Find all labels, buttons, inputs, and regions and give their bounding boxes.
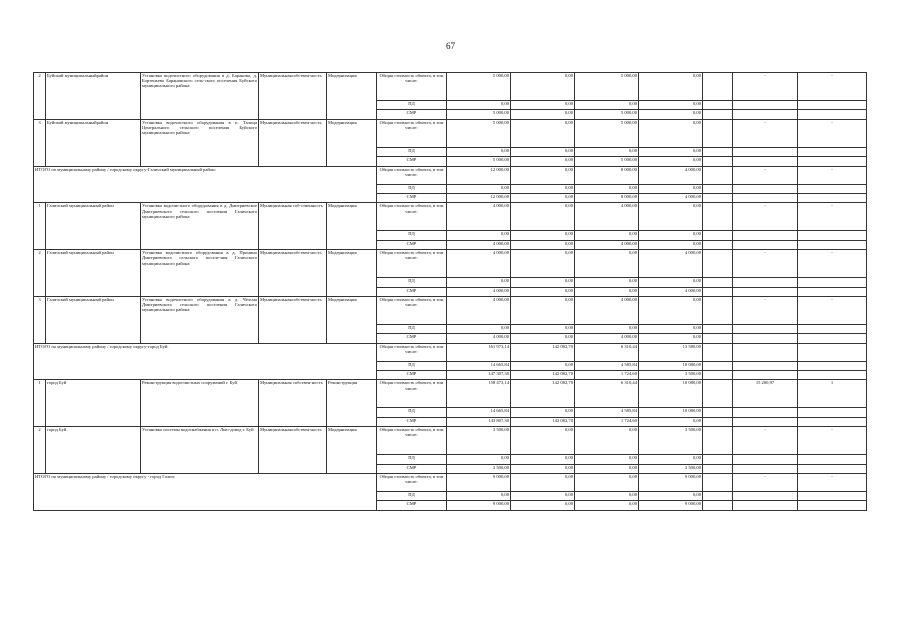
- value-cell-v4: 0,00: [639, 203, 703, 231]
- pd-value-cell: 0,00: [447, 324, 511, 333]
- value-cell-v5: [703, 203, 733, 231]
- pd-value-cell: 0,00: [511, 147, 575, 156]
- value-cell-v6: -: [733, 119, 798, 147]
- empty-cell: [798, 101, 867, 110]
- table-row: [34, 343, 867, 361]
- work-type-cell: Реконструкция: [327, 380, 377, 427]
- pd-label-cell: ПД: [377, 101, 447, 110]
- smr-value-cell: 0,00: [575, 501, 639, 510]
- row-number-cell: 2: [34, 250, 46, 297]
- pd-value-cell: 0,00: [511, 361, 575, 370]
- smr-value-cell: 4 000,00: [639, 287, 703, 296]
- table-row: [34, 166, 867, 184]
- value-cell-v2: 0,00: [511, 166, 575, 184]
- empty-cell: [798, 334, 867, 343]
- empty-cell: [733, 278, 798, 287]
- pd-label-cell: ПД: [377, 455, 447, 464]
- ownership-cell: Муниципальная соб-ственность: [259, 203, 327, 250]
- value-cell-v6: -: [733, 427, 798, 455]
- value-cell-v3: 5 000,00: [575, 119, 639, 147]
- district-cell: Буйский муниципальныйрайон: [46, 73, 141, 120]
- table-row: [34, 250, 867, 278]
- value-cell-v3: 6 310,44: [575, 343, 639, 361]
- smr-value-cell: 0,00: [511, 287, 575, 296]
- value-cell-v1: 4 000,00: [447, 250, 511, 278]
- smr-value-cell: 0,00: [511, 193, 575, 202]
- cost-label-cell: Общая стоимость объекта, в том числе:: [377, 427, 447, 455]
- row-number-cell: 1: [34, 380, 46, 427]
- value-cell-v1: 9 000,00: [447, 474, 511, 492]
- smr-value-cell: 4 000,00: [575, 240, 639, 249]
- empty-cell: [733, 101, 798, 110]
- cost-label-cell: Общая стоимость объекта, в том числе:: [377, 380, 447, 408]
- pd-value-cell: 0,00: [447, 231, 511, 240]
- smr-value-cell: 3 500,00: [447, 464, 511, 473]
- empty-cell: [703, 455, 733, 464]
- pd-value-cell: 0,00: [447, 147, 511, 156]
- table-row: [34, 203, 867, 231]
- value-cell-v3: 4 000,00: [575, 296, 639, 324]
- value-cell-v5: [703, 166, 733, 184]
- table-body: [34, 73, 867, 511]
- empty-cell: [703, 184, 733, 193]
- value-cell-v7: [798, 343, 867, 361]
- empty-cell: [733, 157, 798, 166]
- value-cell-v4: 9 000,00: [639, 474, 703, 492]
- empty-cell: [733, 492, 798, 501]
- value-cell-v1: 12 000,00: [447, 166, 511, 184]
- value-cell-v5: [703, 474, 733, 492]
- object-name-cell: Реконструкция водоочистных сооружений г. Буй: [141, 380, 259, 427]
- district-cell: Галичский муниципальный район: [46, 296, 141, 343]
- pd-label-cell: ПД: [377, 361, 447, 370]
- smr-value-cell: 9 000,00: [639, 501, 703, 510]
- empty-cell: [798, 417, 867, 426]
- pd-label-cell: ПД: [377, 324, 447, 333]
- empty-cell: [703, 361, 733, 370]
- pd-value-cell: 0,00: [575, 147, 639, 156]
- empty-cell: [798, 231, 867, 240]
- value-cell-v5: [703, 73, 733, 101]
- pd-label-cell: ПД: [377, 184, 447, 193]
- empty-cell: [798, 464, 867, 473]
- cost-label-cell: Общая стоимость объекта, в том числе:: [377, 73, 447, 101]
- empty-cell: [733, 408, 798, 417]
- value-cell-v1: 3 500,00: [447, 427, 511, 455]
- empty-cell: [798, 361, 867, 370]
- value-cell-v2: 0,00: [511, 296, 575, 324]
- value-cell-v3: 0,00: [575, 474, 639, 492]
- pd-value-cell: 0,00: [575, 492, 639, 501]
- cost-label-cell: Общая стоимость объекта, в том числе:: [377, 166, 447, 184]
- work-type-cell: Модернизация: [327, 203, 377, 250]
- value-cell-v1: 4 000,00: [447, 296, 511, 324]
- pd-label-cell: ПД: [377, 278, 447, 287]
- row-number-cell: 2: [34, 73, 46, 120]
- value-cell-v6: -: [733, 203, 798, 231]
- smr-value-cell: 4 000,00: [447, 240, 511, 249]
- value-cell-v5: [703, 296, 733, 324]
- value-cell-v1: 5 000,00: [447, 73, 511, 101]
- cost-label-cell: Общая стоимость объекта, в том числе:: [377, 343, 447, 361]
- object-name-cell: Установка системы водоснабжения в п. Лью-довод г. Буй: [141, 427, 259, 474]
- ownership-cell: Муниципальнаясобствен-ность: [259, 296, 327, 343]
- pd-value-cell: 0,00: [575, 101, 639, 110]
- smr-value-cell: 12 000,00: [447, 193, 511, 202]
- smr-value-cell: 0,00: [639, 417, 703, 426]
- value-cell-v3: 6 310,44: [575, 380, 639, 408]
- pd-value-cell: 0,00: [575, 184, 639, 193]
- value-cell-v5: [703, 427, 733, 455]
- value-cell-v4: 0,00: [639, 296, 703, 324]
- district-cell: город Буй: [46, 380, 141, 427]
- value-cell-v7: -: [798, 119, 867, 147]
- smr-value-cell: 5 000,00: [447, 110, 511, 119]
- value-cell-v3: 0,00: [575, 427, 639, 455]
- value-cell-v1: 4 000,00: [447, 203, 511, 231]
- empty-cell: [798, 110, 867, 119]
- value-cell-v3: 5 000,00: [575, 73, 639, 101]
- table-row: [34, 296, 867, 324]
- pd-value-cell: 0,00: [447, 492, 511, 501]
- page-number: 67: [446, 41, 455, 51]
- value-cell-v7: -: [798, 250, 867, 278]
- pd-value-cell: 0,00: [575, 278, 639, 287]
- pd-value-cell: 0,00: [639, 101, 703, 110]
- empty-cell: [703, 287, 733, 296]
- empty-cell: [703, 464, 733, 473]
- empty-cell: [733, 110, 798, 119]
- empty-cell: [733, 371, 798, 380]
- value-cell-v6: -: [733, 296, 798, 324]
- work-type-cell: Модернизация: [327, 73, 377, 120]
- pd-value-cell: 0,00: [447, 101, 511, 110]
- smr-value-cell: 0,00: [575, 464, 639, 473]
- empty-cell: [733, 193, 798, 202]
- smr-value-cell: 4 000,00: [575, 334, 639, 343]
- smr-label-cell: СМР: [377, 464, 447, 473]
- pd-value-cell: 0,00: [511, 101, 575, 110]
- smr-value-cell: 0,00: [511, 501, 575, 510]
- smr-value-cell: 5 000,00: [447, 157, 511, 166]
- smr-value-cell: 4 000,00: [447, 334, 511, 343]
- value-cell-v6: -: [733, 250, 798, 278]
- value-cell-v1: 5 000,00: [447, 119, 511, 147]
- total-label-cell: ИТОГО по муниципальному району / городскому округу - город Галич:: [34, 474, 377, 511]
- value-cell-v3: 0,00: [575, 250, 639, 278]
- cost-label-cell: Общая стоимость объекта, в том числе:: [377, 296, 447, 324]
- empty-cell: [798, 408, 867, 417]
- row-number-cell: 1: [34, 203, 46, 250]
- pd-value-cell: 0,00: [575, 324, 639, 333]
- empty-cell: [733, 240, 798, 249]
- pd-value-cell: 0,00: [639, 147, 703, 156]
- smr-label-cell: СМР: [377, 157, 447, 166]
- empty-cell: [733, 324, 798, 333]
- value-cell-v2: 142 082,70: [511, 343, 575, 361]
- empty-cell: [733, 334, 798, 343]
- value-cell-v2: 0,00: [511, 73, 575, 101]
- empty-cell: [733, 184, 798, 193]
- empty-cell: [703, 231, 733, 240]
- table-row: [34, 380, 867, 408]
- empty-cell: [703, 334, 733, 343]
- value-cell-v6: -: [733, 166, 798, 184]
- empty-cell: [703, 240, 733, 249]
- empty-cell: [798, 455, 867, 464]
- table-row: [34, 119, 867, 147]
- pd-value-cell: 0,00: [639, 324, 703, 333]
- cost-label-cell: Общая стоимость объекта, в том числе:: [377, 474, 447, 492]
- value-cell-v2: 142 082,70: [511, 380, 575, 408]
- smr-label-cell: СМР: [377, 240, 447, 249]
- empty-cell: [703, 417, 733, 426]
- empty-cell: [703, 492, 733, 501]
- total-label-cell: ИТОГО по муниципальному району / городскому округу-Галичский муниципальный район:: [34, 166, 377, 203]
- empty-cell: [798, 240, 867, 249]
- empty-cell: [798, 184, 867, 193]
- value-cell-v6: 15 200,97: [733, 380, 798, 408]
- row-number-cell: 2: [34, 427, 46, 474]
- smr-value-cell: 5 000,00: [575, 110, 639, 119]
- pd-label-cell: ПД: [377, 408, 447, 417]
- empty-cell: [703, 101, 733, 110]
- empty-cell: [703, 110, 733, 119]
- empty-cell: [733, 455, 798, 464]
- value-cell-v6: -: [733, 73, 798, 101]
- empty-cell: [798, 371, 867, 380]
- smr-value-cell: 0,00: [639, 110, 703, 119]
- smr-value-cell: 143 807,30: [447, 417, 511, 426]
- empty-cell: [703, 157, 733, 166]
- empty-cell: [798, 501, 867, 510]
- pd-value-cell: 0,00: [639, 278, 703, 287]
- value-cell-v5: [703, 380, 733, 408]
- district-cell: Буйский муниципальныйрайон: [46, 119, 141, 166]
- smr-label-cell: СМР: [377, 417, 447, 426]
- empty-cell: [798, 157, 867, 166]
- smr-value-cell: 0,00: [639, 240, 703, 249]
- value-cell-v4: 4 000,00: [639, 166, 703, 184]
- value-cell-v4: 3 500,00: [639, 427, 703, 455]
- ownership-cell: Муниципальнаясобствен-ность: [259, 119, 327, 166]
- empty-cell: [733, 147, 798, 156]
- value-cell-v4: 10 080,00: [639, 380, 703, 408]
- object-name-cell: Установка водочистного оборудования в д. Пронино Дмитриевского сельского поселе-ния Галичского муниципального района: [141, 250, 259, 297]
- pd-value-cell: 0,00: [447, 184, 511, 193]
- smr-value-cell: 0,00: [511, 157, 575, 166]
- work-type-cell: Модернизация: [327, 427, 377, 474]
- smr-value-cell: 3 500,00: [639, 371, 703, 380]
- investment-table: [33, 72, 867, 511]
- smr-value-cell: 3 500,00: [639, 464, 703, 473]
- pd-value-cell: 0,00: [511, 492, 575, 501]
- pd-value-cell: 0,00: [639, 184, 703, 193]
- pd-value-cell: 10 080,00: [639, 361, 703, 370]
- value-cell-v2: 0,00: [511, 203, 575, 231]
- smr-value-cell: 142 082,70: [511, 417, 575, 426]
- smr-label-cell: СМР: [377, 501, 447, 510]
- object-name-cell: Установка водочистного оборудования в п. Талица Центрального сельского поселения Буйского муниципального района: [141, 119, 259, 166]
- value-cell-v3: 4 000,00: [575, 203, 639, 231]
- value-cell-v1: 158 473,14: [447, 380, 511, 408]
- value-cell-v4: 13 580,00: [639, 343, 703, 361]
- pd-label-cell: ПД: [377, 492, 447, 501]
- pd-value-cell: 0,00: [511, 231, 575, 240]
- empty-cell: [798, 492, 867, 501]
- pd-value-cell: 0,00: [511, 324, 575, 333]
- smr-value-cell: 1 724,60: [575, 417, 639, 426]
- pd-value-cell: 0,00: [511, 278, 575, 287]
- empty-cell: [798, 147, 867, 156]
- smr-label-cell: СМР: [377, 110, 447, 119]
- cost-label-cell: Общая стоимость объекта, в том числе:: [377, 250, 447, 278]
- smr-value-cell: 0,00: [511, 334, 575, 343]
- ownership-cell: Муниципальнаясобствен-ность: [259, 250, 327, 297]
- empty-cell: [703, 278, 733, 287]
- ownership-cell: Муниципальнаясобствен-ность: [259, 73, 327, 120]
- row-number-cell: 3: [34, 296, 46, 343]
- ownership-cell: Муниципальная собствен-ность: [259, 380, 327, 427]
- pd-value-cell: 0,00: [575, 455, 639, 464]
- smr-value-cell: 4 000,00: [447, 287, 511, 296]
- empty-cell: [733, 464, 798, 473]
- table-row: [34, 73, 867, 101]
- pd-value-cell: 14 665,84: [447, 361, 511, 370]
- smr-value-cell: 4 000,00: [639, 193, 703, 202]
- empty-cell: [703, 408, 733, 417]
- empty-cell: [798, 324, 867, 333]
- value-cell-v1: 161 973,14: [447, 343, 511, 361]
- empty-cell: [733, 417, 798, 426]
- value-cell-v7: -: [798, 73, 867, 101]
- empty-cell: [703, 371, 733, 380]
- value-cell-v7: -: [798, 427, 867, 455]
- object-name-cell: Установка водочистного оборудования в д. Чёлсма Дмитриевского сельского поселения Галичского муниципального района: [141, 296, 259, 343]
- value-cell-v5: [703, 250, 733, 278]
- value-cell-v7: -: [798, 296, 867, 324]
- value-cell-v5: [703, 343, 733, 361]
- pd-value-cell: 0,00: [447, 278, 511, 287]
- table-row: [34, 474, 867, 492]
- pd-value-cell: 14 665,84: [447, 408, 511, 417]
- smr-value-cell: 0,00: [575, 287, 639, 296]
- pd-value-cell: 0,00: [511, 455, 575, 464]
- value-cell-v4: 0,00: [639, 119, 703, 147]
- total-label-cell: ИТОГО по муниципальному району / городскому округу-город Буй:: [34, 343, 377, 380]
- empty-cell: [703, 147, 733, 156]
- smr-value-cell: 142 082,70: [511, 371, 575, 380]
- smr-value-cell: 5 000,00: [575, 157, 639, 166]
- value-cell-v4: 4 000,00: [639, 250, 703, 278]
- pd-value-cell: 0,00: [511, 408, 575, 417]
- empty-cell: [733, 231, 798, 240]
- smr-value-cell: 0,00: [511, 464, 575, 473]
- empty-cell: [703, 193, 733, 202]
- value-cell-v7: 1: [798, 380, 867, 408]
- work-type-cell: Модернизация: [327, 250, 377, 297]
- smr-label-cell: СМР: [377, 287, 447, 296]
- smr-value-cell: 0,00: [639, 157, 703, 166]
- smr-label-cell: СМР: [377, 193, 447, 202]
- value-cell-v7: -: [798, 203, 867, 231]
- district-cell: Галичский муниципальный район: [46, 203, 141, 250]
- district-cell: город Буй: [46, 427, 141, 474]
- pd-value-cell: 0,00: [447, 455, 511, 464]
- pd-value-cell: 4 585,84: [575, 361, 639, 370]
- value-cell-v7: -: [798, 474, 867, 492]
- pd-label-cell: ПД: [377, 231, 447, 240]
- smr-label-cell: СМР: [377, 334, 447, 343]
- smr-value-cell: 0,00: [511, 240, 575, 249]
- smr-value-cell: 8 000,00: [575, 193, 639, 202]
- work-type-cell: Модернизация: [327, 296, 377, 343]
- smr-label-cell: СМР: [377, 371, 447, 380]
- value-cell-v2: 0,00: [511, 250, 575, 278]
- value-cell-v3: 8 000,00: [575, 166, 639, 184]
- pd-value-cell: 0,00: [511, 184, 575, 193]
- value-cell-v2: 0,00: [511, 474, 575, 492]
- empty-cell: [703, 324, 733, 333]
- empty-cell: [733, 361, 798, 370]
- ownership-cell: Муниципальнаясобствен-ность: [259, 427, 327, 474]
- empty-cell: [733, 501, 798, 510]
- empty-cell: [703, 501, 733, 510]
- value-cell-v4: 0,00: [639, 73, 703, 101]
- value-cell-v2: 0,00: [511, 119, 575, 147]
- pd-value-cell: 0,00: [639, 492, 703, 501]
- value-cell-v7: -: [798, 166, 867, 184]
- cost-label-cell: Общая стоимость объекта, в том числе:: [377, 203, 447, 231]
- pd-value-cell: 0,00: [639, 455, 703, 464]
- smr-value-cell: 147 307,30: [447, 371, 511, 380]
- object-name-cell: Установка водочистного оборудования в д. Бараново, д. Бортеньево Барановского сель-ского поселения Буйского муниципального района: [141, 73, 259, 120]
- pd-value-cell: 0,00: [639, 231, 703, 240]
- pd-value-cell: 0,00: [575, 231, 639, 240]
- pd-value-cell: 10 080,00: [639, 408, 703, 417]
- empty-cell: [798, 278, 867, 287]
- value-cell-v6: -: [733, 474, 798, 492]
- empty-cell: [733, 287, 798, 296]
- district-cell: Галичский муниципальный район: [46, 250, 141, 297]
- table-row: [34, 427, 867, 455]
- value-cell-v2: 0,00: [511, 427, 575, 455]
- smr-value-cell: 0,00: [511, 110, 575, 119]
- row-number-cell: 3: [34, 119, 46, 166]
- work-type-cell: Модернизация: [327, 119, 377, 166]
- cost-label-cell: Общая стоимость объекта, в том числе:: [377, 119, 447, 147]
- smr-value-cell: 9 000,00: [447, 501, 511, 510]
- empty-cell: [798, 287, 867, 296]
- pd-label-cell: ПД: [377, 147, 447, 156]
- value-cell-v5: [703, 119, 733, 147]
- smr-value-cell: 1 724,60: [575, 371, 639, 380]
- value-cell-v6: [733, 343, 798, 361]
- pd-value-cell: 4 585,84: [575, 408, 639, 417]
- smr-value-cell: 0,00: [639, 334, 703, 343]
- empty-cell: [798, 193, 867, 202]
- object-name-cell: Установка водочистного оборудования в д. Дмитриевское Дмитриевского сельского поселения Галичского муниципального района: [141, 203, 259, 250]
